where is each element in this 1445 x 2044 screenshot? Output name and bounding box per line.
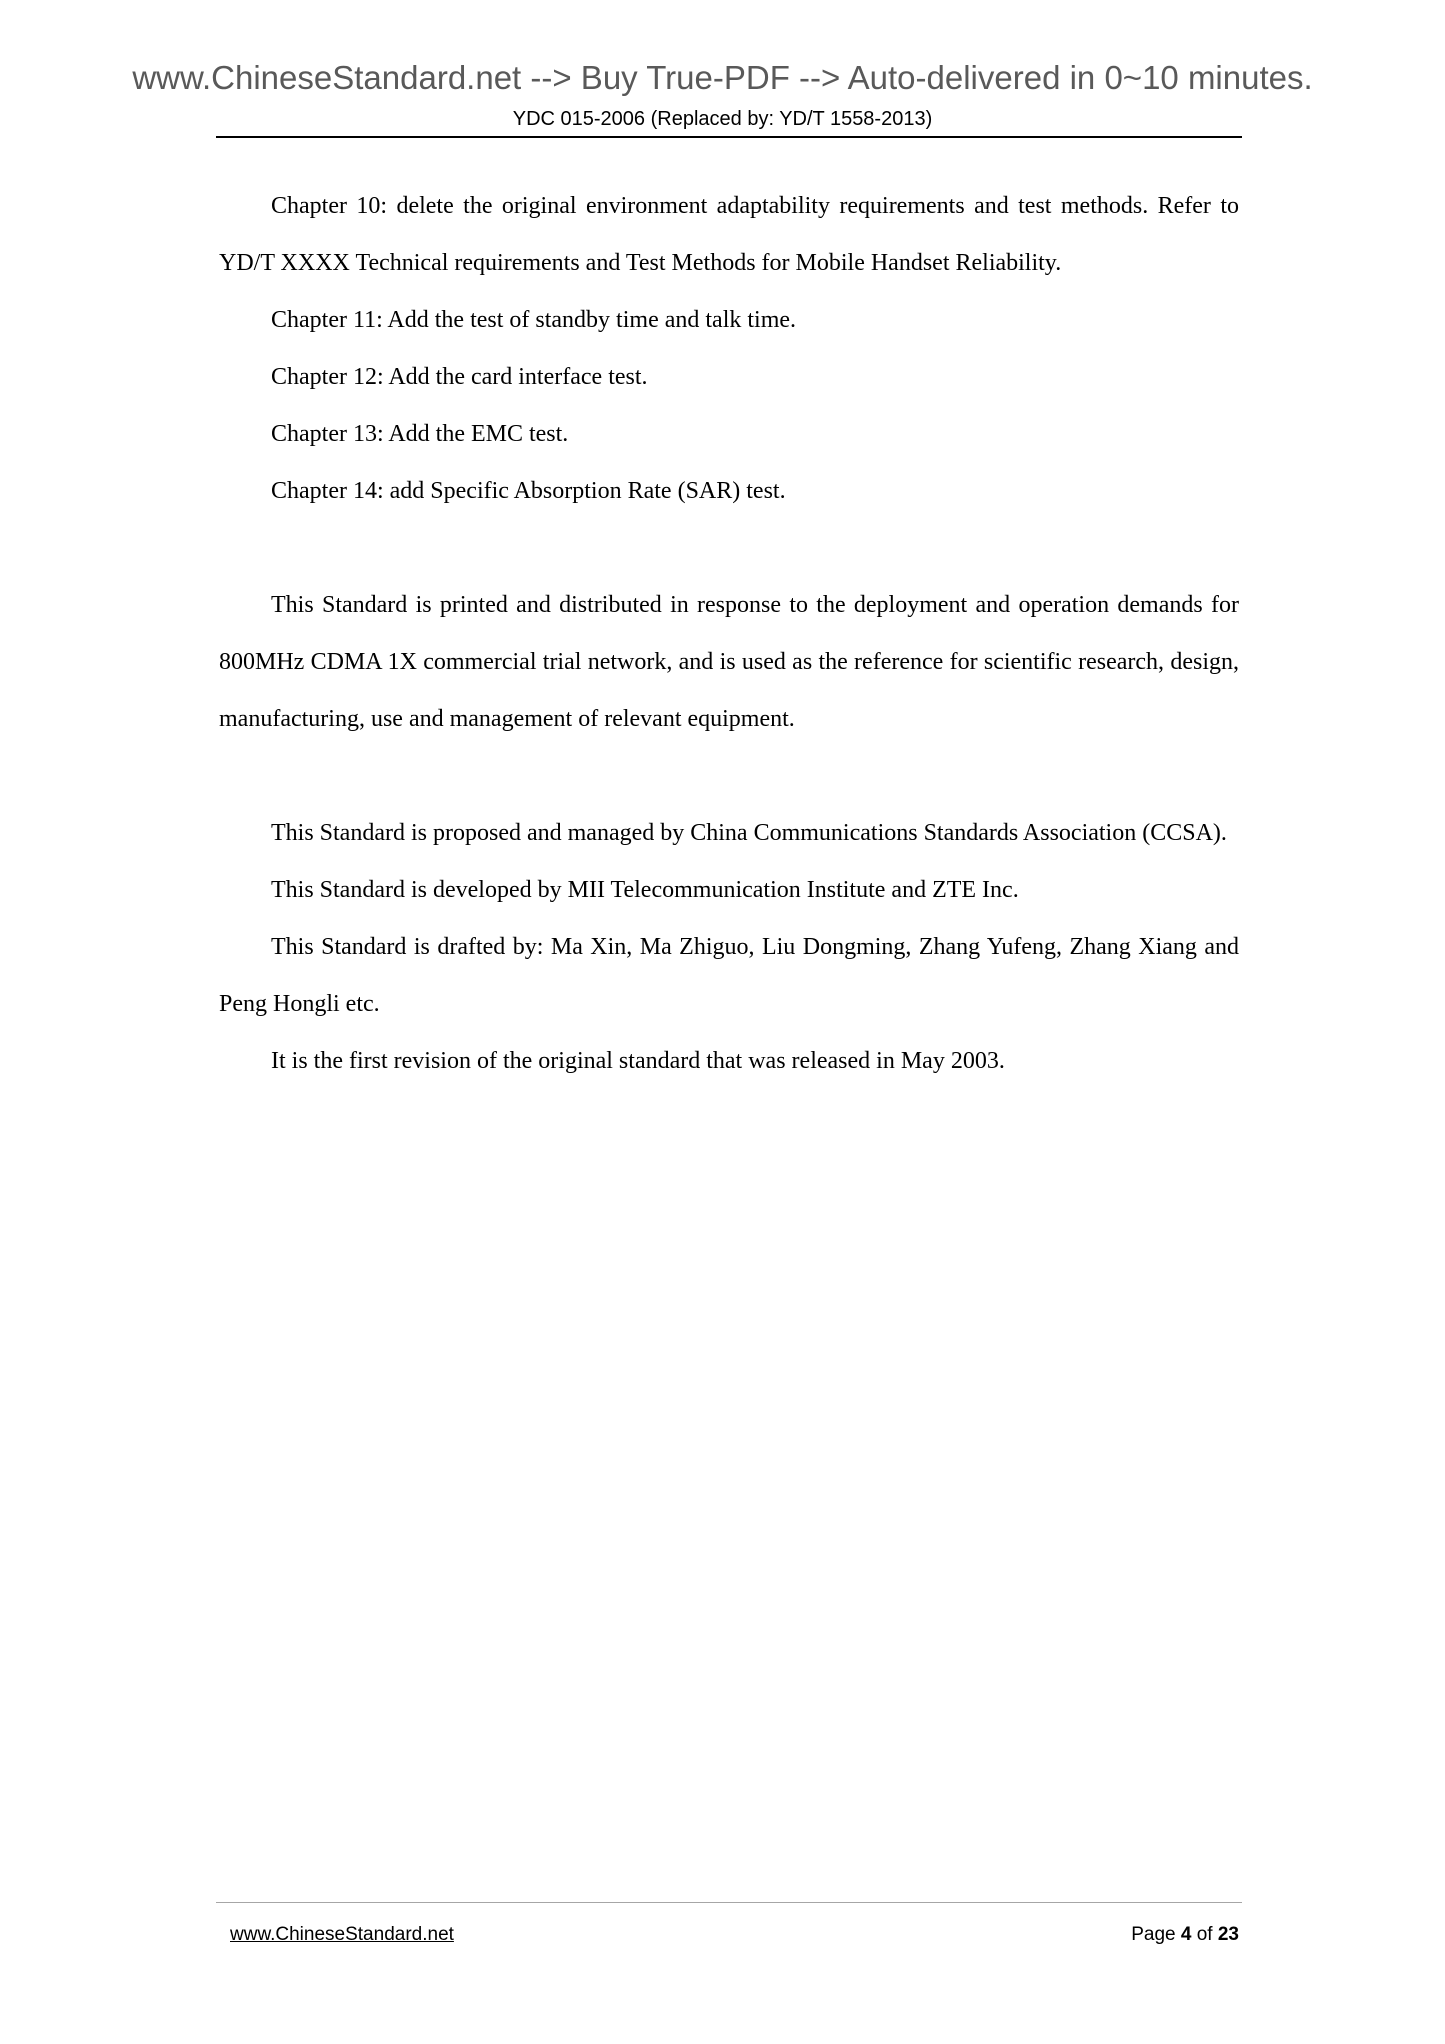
paragraph-gap <box>219 520 1239 577</box>
page-total: 23 <box>1217 1924 1239 1945</box>
page-number <box>1131 1923 1239 1947</box>
page-label: Page <box>1131 1924 1176 1945</box>
page-of-label: of <box>1196 1924 1213 1945</box>
header-divider <box>216 136 1242 138</box>
page-content <box>219 178 1239 1090</box>
site-banner: www.ChineseStandard.net --> Buy True-PDF --> Auto-delivered in 0~10 minutes. <box>132 59 1313 96</box>
footer-divider <box>216 1902 1242 1903</box>
chapter-10-change: Chapter 10: delete the original environment adaptability requirements and test methods. Refer to YD/T XXXX Technical requirements and Test Methods for Mobile Handset Reliability. <box>219 193 1239 276</box>
revision-paragraph: It is the first revision of the original standard that was released in May 2003. <box>271 1048 1005 1074</box>
drafted-by-paragraph: This Standard is drafted by: Ma Xin, Ma Zhiguo, Liu Dongming, Zhang Yufeng, Zhang Xiang and Peng Hongli etc. <box>219 934 1239 1017</box>
chapter-12-change: Chapter 12: Add the card interface test. <box>271 364 648 390</box>
paragraph-gap <box>219 748 1239 805</box>
chapter-14-change: Chapter 14: add Specific Absorption Rate (SAR) test. <box>271 478 786 504</box>
proposed-by-paragraph: This Standard is proposed and managed by China Communications Standards Association (CCSA). <box>271 820 1227 846</box>
chapter-13-change: Chapter 13: Add the EMC test. <box>271 421 569 447</box>
document-id: YDC 015-2006 (Replaced by: YD/T 1558-2013) <box>512 108 933 130</box>
page-current: 4 <box>1180 1924 1192 1945</box>
developed-by-paragraph: This Standard is developed by MII Telecommunication Institute and ZTE Inc. <box>271 877 1019 903</box>
chapter-11-change: Chapter 11: Add the test of standby time and talk time. <box>271 307 797 333</box>
purpose-paragraph: This Standard is printed and distributed in response to the deployment and operation demands for 800MHz CDMA 1X commercial trial network, and is used as the reference for scientific research, design, manufacturing, use and management of relevant equipment. <box>219 592 1239 732</box>
footer-website-link[interactable]: www.ChineseStandard.net <box>230 1924 454 1945</box>
